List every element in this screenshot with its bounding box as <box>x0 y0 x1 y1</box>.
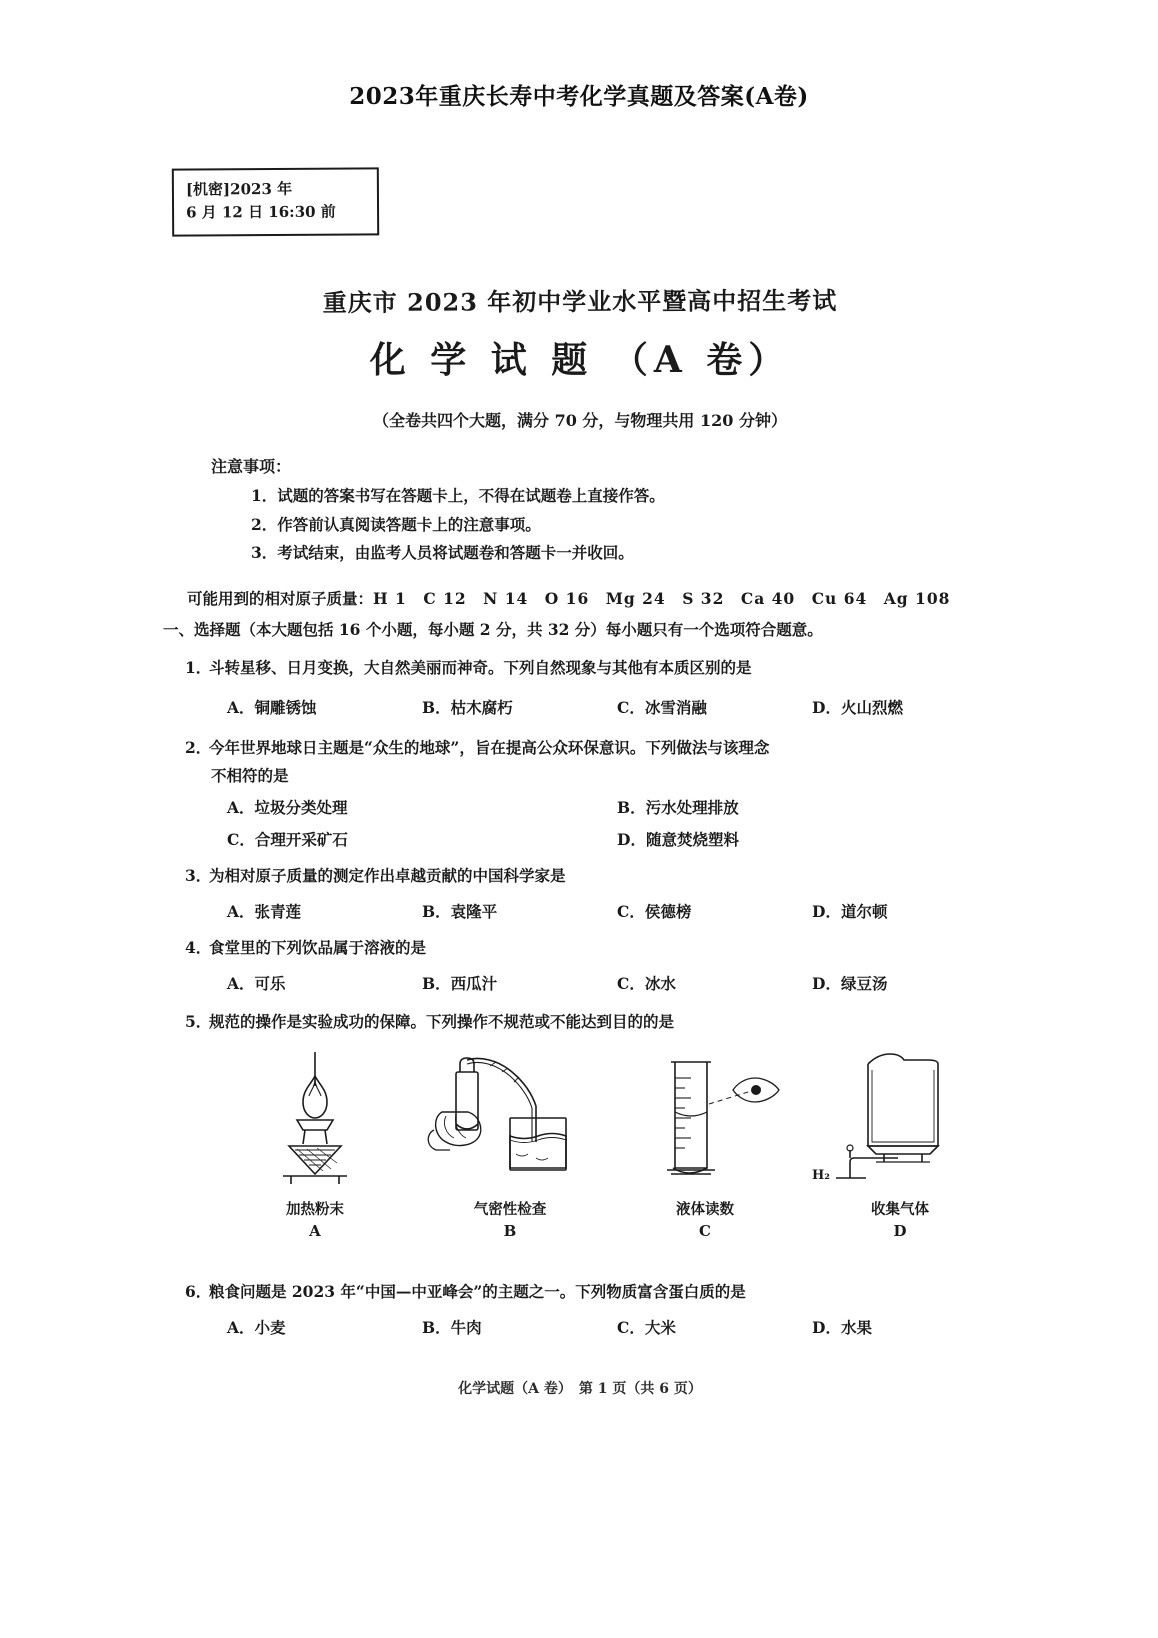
question-2-number: 2． <box>185 738 212 757</box>
question-6-stem: 粮食问题是 2023 年“中国—中亚峰会”的主题之一。下列物质富含蛋白质的是 <box>209 1282 746 1301</box>
figure-b-caption: 气密性检查 <box>473 1201 547 1218</box>
question-2-option-b[interactable]: B．污水处理排放 <box>617 798 739 817</box>
question-1-option-c[interactable]: C．冰雪消融 <box>617 698 707 717</box>
question-5-stem: 规范的操作是实验成功的保障。下列操作不规范或不能达到目的的是 <box>209 1012 675 1031</box>
question-5-figures <box>215 1050 1005 1250</box>
question-4 <box>185 936 995 961</box>
question-5-number: 5． <box>185 1012 212 1031</box>
question-6-option-d[interactable]: D．水果 <box>812 1318 872 1337</box>
question-2-option-d[interactable]: D．随意焚烧塑料 <box>617 830 739 849</box>
question-3-number: 3． <box>185 866 212 885</box>
figure-d-letter: D <box>893 1222 907 1240</box>
figure-c-letter: C <box>699 1222 711 1240</box>
figure-b-letter: B <box>503 1222 517 1240</box>
question-3-options <box>227 900 1007 922</box>
question-3 <box>185 864 995 889</box>
exam-name-heading: 重庆市 2023 年初中学业水平暨高中招生考试 <box>322 285 838 318</box>
figure-a-letter: A <box>309 1222 321 1240</box>
question-4-stem: 食堂里的下列饮品属于溶液的是 <box>209 938 427 957</box>
question-6-number: 6． <box>185 1282 212 1301</box>
question-2-options-row-2 <box>227 828 1007 850</box>
question-1-option-a[interactable]: A．铜雕锈蚀 <box>227 698 317 717</box>
notice-item: 1．试题的答案书写在答题卡上，不得在试题卷上直接作答。 <box>251 486 665 505</box>
question-1-stem: 斗转星移、日月变换，大自然美丽而神奇。下列自然现象与其他有本质区别的是 <box>209 658 752 677</box>
scanned-exam-page <box>155 150 1005 1420</box>
question-4-option-b[interactable]: B．西瓜汁 <box>422 974 498 993</box>
confidential-line-1: [机密]2023 年 <box>185 179 293 199</box>
question-6-option-b[interactable]: B．牛肉 <box>422 1318 482 1337</box>
question-3-stem: 为相对原子质量的测定作出卓越贡献的中国科学家是 <box>209 866 566 885</box>
figure-collect-gas <box>810 1050 990 1200</box>
question-1 <box>185 656 995 681</box>
question-2-option-c[interactable]: C．合理开采矿石 <box>227 830 348 849</box>
notice-item: 2．作答前认真阅读答题卡上的注意事项。 <box>251 514 541 534</box>
atomic-mass-values: H 1 C 12 N 14 O 16 Mg 24 S 32 Ca 40 Cu 64 Ag 108 <box>373 589 951 608</box>
question-3-option-c[interactable]: C．侯德榜 <box>617 902 692 921</box>
question-1-option-d[interactable]: D．火山烈燃 <box>812 698 903 717</box>
question-2-options-row-1 <box>227 796 1007 818</box>
notice-list <box>251 482 665 568</box>
question-6-options <box>227 1316 1007 1338</box>
notice-heading: 注意事项： <box>211 457 292 476</box>
question-3-option-d[interactable]: D．道尔顿 <box>812 902 888 921</box>
figure-d-caption: 收集气体 <box>871 1201 929 1218</box>
question-5 <box>185 1010 995 1035</box>
figure-c-caption: 液体读数 <box>676 1201 734 1218</box>
atomic-mass-line <box>187 587 950 609</box>
question-2-option-a[interactable]: A．垃圾分类处理 <box>227 798 348 817</box>
question-1-number: 1． <box>185 658 212 677</box>
question-3-option-b[interactable]: B．袁隆平 <box>422 902 498 921</box>
question-4-option-d[interactable]: D．绿豆汤 <box>812 974 888 993</box>
question-4-option-a[interactable]: A．可乐 <box>227 974 286 993</box>
atomic-mass-label: 可能用到的相对原子质量： <box>187 589 374 608</box>
page-title: 2023年重庆长寿中考化学真题及答案(A卷) <box>349 83 809 110</box>
question-6-option-a[interactable]: A．小麦 <box>227 1318 286 1337</box>
subject-heading: 化 学 试 题 （A 卷） <box>369 339 791 381</box>
confidential-stamp-box <box>172 167 379 236</box>
figure-liquid-reading <box>615 1050 795 1200</box>
figure-airtightness-check <box>420 1050 600 1200</box>
confidential-line-2: 6 月 12 日 16:30 前 <box>186 202 336 222</box>
page-footer: 化学试题（A 卷） 第 1 页（共 6 页） <box>458 1381 702 1397</box>
question-1-options <box>227 696 1007 718</box>
question-2-stem: 今年世界地球日主题是“众生的地球”，旨在提高公众环保意识。下列做法与该理念 <box>209 738 770 757</box>
figure-d-gas-label: H₂ <box>812 1168 830 1183</box>
question-6 <box>185 1280 995 1305</box>
question-3-option-a[interactable]: A．张青莲 <box>227 902 302 921</box>
question-1-option-b[interactable]: B．枯木腐朽 <box>422 698 513 717</box>
question-4-number: 4． <box>185 938 212 957</box>
question-2-stem-cont: 不相符的是 <box>211 766 289 785</box>
section-one-heading: 一、选择题（本大题包括 16 个小题，每小题 2 分，共 32 分）每小题只有一个选项符合题意。 <box>163 620 823 639</box>
exam-score-note: （全卷共四个大题，满分 70 分，与物理共用 120 分钟） <box>373 411 787 430</box>
question-6-option-c[interactable]: C．大米 <box>617 1318 676 1337</box>
figure-a-caption: 加热粉末 <box>286 1201 344 1218</box>
question-2 <box>185 736 995 761</box>
question-4-options <box>227 972 1007 994</box>
notice-item: 3．考试结束，由监考人员将试题卷和答题卡一并收回。 <box>251 543 634 563</box>
figure-heating-powder <box>225 1050 405 1200</box>
question-4-option-c[interactable]: C．冰水 <box>617 974 676 993</box>
